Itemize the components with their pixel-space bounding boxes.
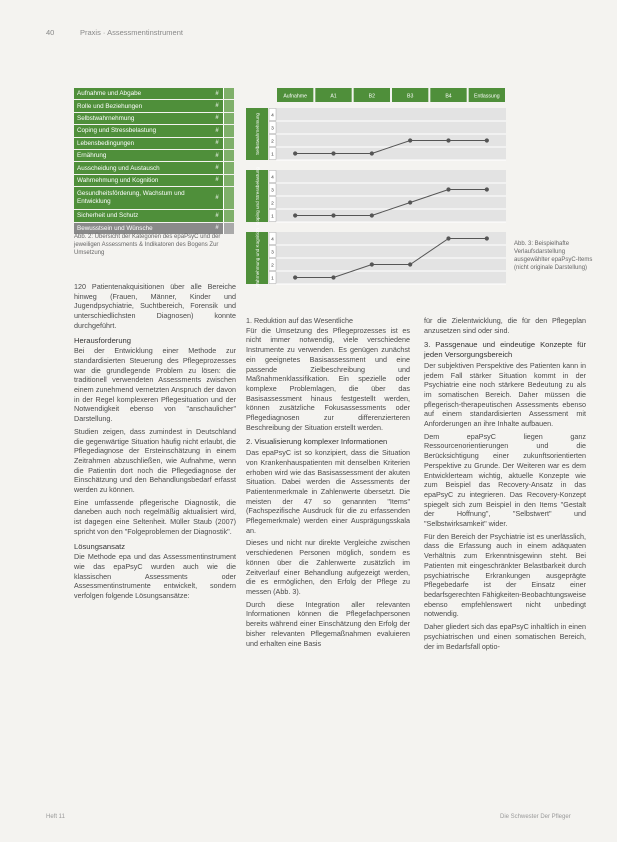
- heading-concepts: 3. Passgenaue und eindeutige Konzepte für jeden Versorgungsbereich: [424, 340, 586, 360]
- paragraph: Dieses und nicht nur direkte Vergleiche zwischen verschiedenen Personen möglich, sondern es können über die Zahlenwerte zusätzlich im Zeitverlauf einer Behandlung aufgezeigt werden, die es ermöglichen, den Erfolg der Pflege zu messen (Abb. 3).: [246, 538, 410, 596]
- category-box: [223, 150, 234, 161]
- category-box: [223, 88, 234, 99]
- figure-2-caption: Abb. 2: Übersicht der Kategorien des epaPsyC und der jeweiligen Assessments & Indikatoren des Bogens Zur Umsetzung: [74, 234, 221, 256]
- category-label: Lebensbedingungen: [77, 139, 135, 147]
- data-point: [331, 275, 335, 279]
- y-tick-label: 1: [271, 152, 274, 158]
- category-label: Coping und Stressbelastung: [77, 127, 157, 135]
- paragraph: Das epaPsyC ist so konzipiert, dass die Situation von Krankenhauspatienten mit denselben Kriterien erhoben wird wie das Basisassessment der akuten Situation. Dabei werden die Assessments der Patientenmerkmale in Zahlenwerte übersetzt. Die meisten der 47 so genannten "Items" (Fachspezifische Ausdruck für die zu erfassenden Pflegemerkmale) werden einer Ausprägungsskala an.: [246, 448, 410, 535]
- category-mark: #: [215, 195, 219, 202]
- paragraph: Bei der Entwicklung einer Methode zur standardisierten Steuerung des Pflegeprozesses war die grundlegende Problem zu lösen: die traditionell verwendeten Assessments zwischen einem zunehmend vernetzten Anspruch der davon in der Regel komplexeren Pflegesituation und der Notwendigkeit ebenso von "anschaulicher" Darstellung.: [74, 346, 236, 424]
- paragraph: Die Methode epa und das Assessmentinstrument wie das epaPsyC wurden auch wie die klassischen Assessments oder Assessmentinstrumente entwickelt, sondern verfolgen folgende Lösungsansätze:: [74, 552, 236, 601]
- y-tick-label: 1: [271, 214, 274, 220]
- category-mark: #: [215, 225, 219, 232]
- y-tick-label: 2: [271, 139, 274, 145]
- heading-solution: Lösungsansatz: [74, 541, 126, 551]
- category-mark: #: [215, 152, 219, 159]
- category-mark: #: [215, 127, 219, 134]
- category-mark: #: [215, 177, 219, 184]
- category-box: [223, 100, 234, 111]
- category-header-label: B3: [406, 93, 414, 100]
- category-header-label: B2: [368, 93, 376, 100]
- category-header-label: B4: [445, 93, 452, 100]
- column-3: [424, 316, 586, 654]
- paragraph: Daher gliedert sich das epaPsyC inhaltlich in einen psychiatrischen und einen somatischen Bereich, der im Bedarfsfall optio-: [424, 622, 586, 651]
- category-item: [74, 138, 234, 149]
- category-box: [223, 175, 234, 186]
- category-item: [74, 100, 234, 111]
- category-list: [74, 88, 234, 235]
- heading-challenge: Herausforderung: [74, 335, 131, 345]
- paragraph: Der subjektiven Perspektive des Patienten kann in jedem Fall stärker Situation kommt in der Psychiatrie eine noch stärkere Bedeutung zu als im somatischen Bereich. Daher müssen die pflegerisch-therapeutischen Assessments ebenso auf einem standardisierten Assessment mit Anforderungen an ihre Inhalte aufbauen.: [424, 360, 586, 429]
- category-label: Gesundheitsförderung, Wachstum und Entwicklung: [77, 190, 185, 206]
- category-mark: #: [215, 140, 219, 147]
- category-mark: #: [215, 115, 219, 122]
- category-item: [74, 175, 234, 186]
- category-item: [74, 187, 234, 209]
- panel-label: Wahrnehmung und Kognition: [255, 228, 260, 288]
- data-point: [446, 236, 450, 240]
- category-box: [223, 210, 234, 221]
- category-item: [74, 113, 234, 124]
- paragraph: Durch diese Integration aller relevanten Informationen können die Pflegefachpersonen bereits während einer Einschätzung den Erfolg der bisher relevanten Pflegemaßnahmen evaluieren und erhalten eine Basis: [246, 599, 410, 648]
- data-point: [408, 262, 412, 266]
- data-point: [293, 275, 297, 279]
- category-box: [223, 125, 234, 136]
- category-label: Sicherheit und Schutz: [77, 212, 139, 220]
- category-box: [223, 187, 234, 209]
- panel-label: Coping und Stressbelastung: [255, 167, 260, 225]
- paragraph: 1. Reduktion auf das Wesentliche Für die Umsetzung des Pflegeprozesses ist es nicht immer notwendig, viele verschiedene Instrumente zu verwenden. Es genügen zunächst ein geeignetes Basisassessment und eine passende Zielbeschreibung und Maßnahmenklassifikation. Ein spezielle oder komplexe Problemlagen, die über das Basisassessment hinaus festgestellt werden, können zusätzliche Fokusassessments oder Pflegediagnosen zur differenzierteren Beschreibung der Situation erstellt werden.: [246, 316, 410, 432]
- category-mark: #: [215, 90, 219, 97]
- category-box: [223, 138, 234, 149]
- y-tick-label: 2: [271, 263, 274, 269]
- y-tick-label: 4: [271, 237, 274, 243]
- category-header-label: Entlassung: [473, 93, 500, 100]
- column-1: [74, 282, 236, 604]
- heading-visualisation: 2. Visualisierung komplexer Informationen: [246, 437, 388, 447]
- category-box: [223, 113, 234, 124]
- category-item: [74, 88, 234, 99]
- data-point: [485, 138, 489, 142]
- intro-paragraph: 120 Patientenakquisitionen über alle Bereiche hinweg (Frauen, Männer, Kinder und Jugendpsychiatrie, Suchtbereich, Forensik und unterschiedlichsten Diagnosen) konnte durchgeführt.: [74, 282, 236, 330]
- category-item: [74, 162, 234, 173]
- category-label: Aufnahme und Abgabe: [77, 90, 142, 98]
- panel-label: Selbstwahrnehmung: [255, 113, 260, 155]
- data-point: [331, 213, 335, 217]
- y-tick-label: 3: [271, 250, 274, 256]
- y-tick-label: 4: [271, 175, 274, 181]
- category-label: Bewusstsein und Wünsche: [77, 224, 153, 232]
- paragraph: Studien zeigen, dass zumindest in Deutschland die gegenwärtige Situation häufig nicht erlaubt, die Pflegediagnose der Ersteinschätzung in einem Zeitrahmen abzuschließen, wie Aufnahme, wenn die Patientin dort noch die Pflegediagnose der Einschätzung und den Behandlungsbedarf erfasst werden zu können.: [74, 426, 236, 495]
- y-tick-label: 1: [271, 276, 274, 282]
- category-label: Wahrnehmung und Kognition: [77, 176, 159, 184]
- data-point: [408, 138, 412, 142]
- data-point: [485, 187, 489, 191]
- data-point: [293, 213, 297, 217]
- data-point: [408, 200, 412, 204]
- category-label: Ausscheidung und Austausch: [77, 164, 160, 172]
- trend-chart: [244, 86, 512, 292]
- data-point: [446, 138, 450, 142]
- data-point: [370, 262, 374, 266]
- running-title: Praxis · Assessmentinstrument: [80, 28, 183, 37]
- data-point: [293, 151, 297, 155]
- y-tick-label: 2: [271, 201, 274, 207]
- category-item: [74, 125, 234, 136]
- category-label: Ernährung: [77, 152, 107, 160]
- data-point: [331, 151, 335, 155]
- y-tick-label: 4: [271, 113, 274, 119]
- category-header-label: Aufnahme: [283, 93, 307, 100]
- column-2: [246, 316, 410, 651]
- category-item: [74, 210, 234, 221]
- category-label: Rolle und Beziehungen: [77, 102, 143, 110]
- paragraph: Eine umfassende pflegerische Diagnostik, die daneben auch noch regelmäßig aktualisiert wird, ist dagegen eine Seltenheit. Müller Staub (2007) spricht von den "Folgeproblemen der Diagnostik".: [74, 497, 236, 536]
- data-point: [370, 151, 374, 155]
- category-box: [223, 162, 234, 173]
- footer-right: Die Schwester Der Pfleger: [500, 814, 571, 820]
- paragraph: für die Zielentwicklung, die für den Pflegeplan anzusetzen sind oder sind.: [424, 316, 586, 335]
- category-mark: #: [215, 212, 219, 219]
- category-mark: #: [215, 165, 219, 172]
- paragraph: Dem epaPsyC liegen ganz Ressourcenorientierungen und die Berücksichtigung einer zukunftsorientierten Perspektive zu Grunde. Der Weiteren war es dem Entwicklerteam wichtig, aktuelle Konzepte wie zum Beispiel das Recovery-Ansatz in das epaPsyC zu integrieren. Das Recovery-Konzept spiegelt sich zum Beispiel in den Items "Gestalt der Hoffnung", "Selbstwert" und "Selbstwirksamkeit" wider.: [424, 431, 586, 529]
- y-tick-label: 3: [271, 188, 274, 194]
- category-item: [74, 150, 234, 161]
- footer-left: Heft 11: [46, 814, 65, 820]
- data-point: [485, 236, 489, 240]
- category-mark: #: [215, 103, 219, 110]
- y-tick-label: 3: [271, 126, 274, 132]
- figure-3-caption: Abb. 3: Beispielhafte Verlaufsdarstellung ausgewählter epaPsyC-Items (nicht originale Darstellung): [514, 241, 593, 271]
- category-label: Selbstwahrnehmung: [77, 114, 135, 122]
- page-number: 40: [46, 28, 55, 37]
- data-point: [446, 187, 450, 191]
- paragraph: Für den Bereich der Psychiatrie ist es unerlässlich, dass die Erfassung auch in einem adäquaten Verhältnis zum Erkenntnisgewinn steht. Bei Patienten mit eingeschränkter Belastbarkeit durch psychiatrische Erkrankungen ausgeprägte Pflegebedarfe ist der Einsatz einer bedarfsgerechten Fähigkeiten-Beobachtungsweise ebenso empfehlenswert nicht unbedingt notwendig.: [424, 531, 586, 619]
- category-header-label: A1: [330, 93, 337, 100]
- data-point: [370, 213, 374, 217]
